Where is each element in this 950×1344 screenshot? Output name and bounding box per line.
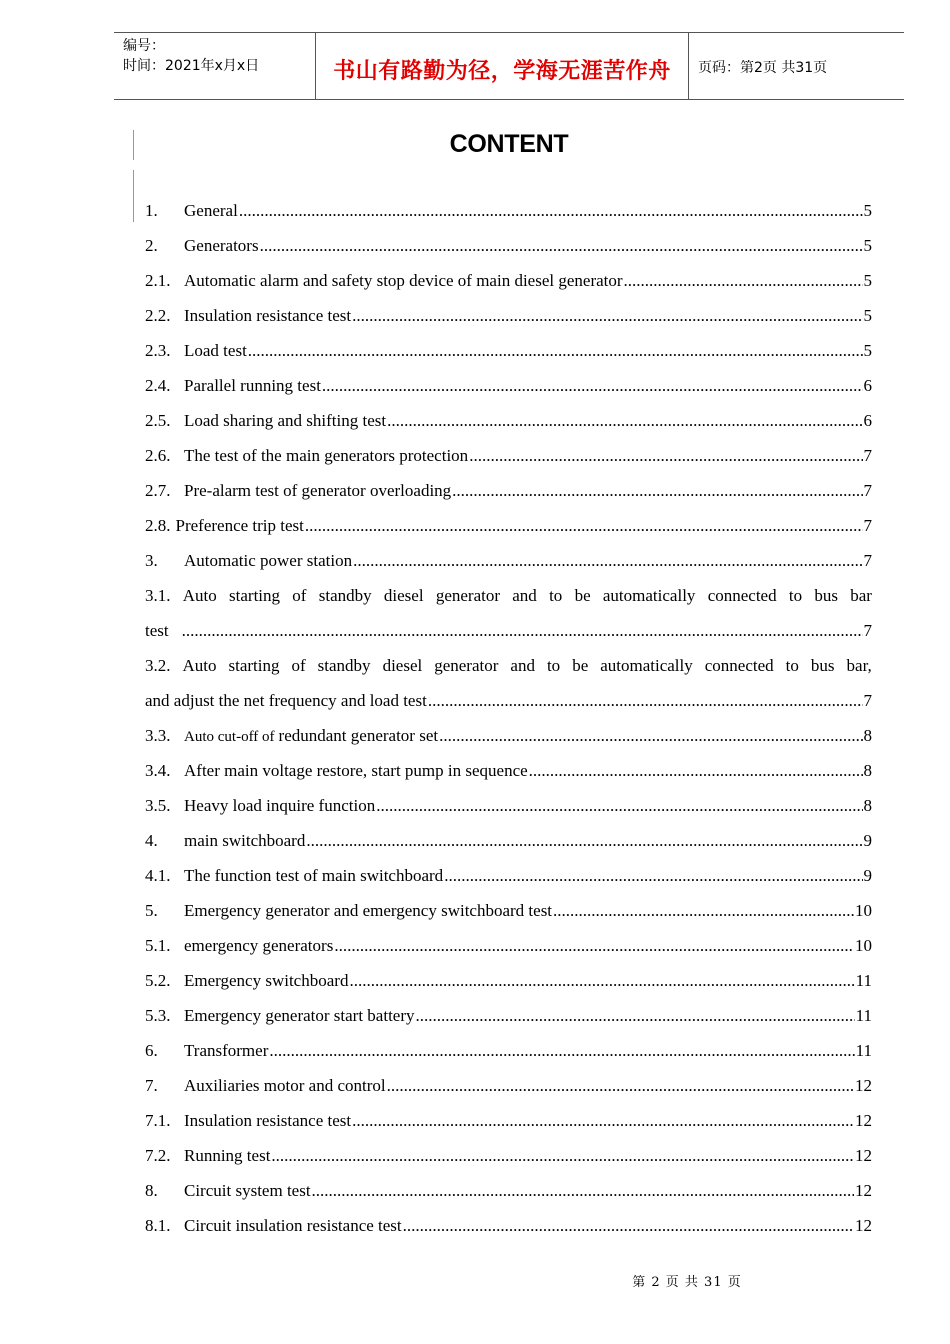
toc-entry-number: 2.3. — [145, 341, 171, 360]
toc-entry-justified — [145, 578, 872, 613]
toc-dot-leader — [416, 998, 855, 1033]
toc-page-number: 12 — [855, 1181, 872, 1200]
toc-dot-leader — [469, 438, 862, 473]
toc-page-number: 8 — [863, 761, 872, 780]
toc-entry — [145, 1208, 872, 1243]
toc-entry-label: Insulation resistance test — [184, 1111, 352, 1130]
toc-entry — [145, 893, 872, 928]
toc-word: be — [572, 656, 589, 675]
toc-word: 3.2. — [145, 656, 171, 675]
toc-word: of — [291, 656, 306, 675]
toc-dot-leader — [306, 823, 862, 858]
toc-word: and — [510, 656, 535, 675]
toc-word: generator — [435, 586, 500, 605]
toc-word: bar, — [846, 656, 872, 675]
toc-page-number: 11 — [855, 1006, 872, 1025]
toc-entry — [145, 613, 872, 648]
toc-page-number: 7 — [863, 691, 872, 710]
toc-entry — [145, 683, 872, 718]
toc-dot-leader — [403, 1208, 854, 1243]
toc-page-number: 9 — [863, 831, 872, 850]
toc-word: to — [788, 586, 803, 605]
toc-word: to — [546, 656, 561, 675]
toc-entry-number: 2.7. — [145, 481, 171, 500]
toc-entry — [145, 928, 872, 963]
toc-word: bus — [814, 586, 838, 605]
toc-word: and — [512, 586, 537, 605]
toc-entry-number: 3. — [145, 551, 158, 570]
margin-mark-bottom — [133, 170, 134, 222]
header-motto: 书山有路勤为径，学海无涯苦作舟 — [333, 57, 671, 84]
toc-entry — [145, 438, 872, 473]
header-page-cell — [689, 33, 904, 99]
toc-word: bar — [850, 586, 872, 605]
toc-word: generator — [434, 656, 499, 675]
toc-entry-number: 2.8. — [145, 516, 171, 535]
header-meta — [114, 33, 316, 99]
toc-entry-label: The test of the main generators protection — [184, 446, 469, 465]
toc-entry-number: 2.2. — [145, 306, 171, 325]
toc-entry — [145, 333, 872, 368]
toc-entry-label: Insulation resistance test — [184, 306, 352, 325]
toc-entry — [145, 263, 872, 298]
page-footer: 第 2 页 共 31 页 — [632, 1275, 742, 1290]
toc-word: diesel — [383, 586, 424, 605]
toc-entry — [145, 1173, 872, 1208]
toc-entry-label-cont: test — [145, 621, 169, 640]
toc-word: automatically — [600, 656, 693, 675]
toc-entry-number: 5. — [145, 901, 158, 920]
toc-entry — [145, 403, 872, 438]
toc-page-number: 7 — [863, 481, 872, 500]
toc-dot-leader — [428, 683, 863, 718]
toc-dot-leader — [452, 473, 862, 508]
toc-dot-leader — [322, 368, 863, 403]
toc-page-number: 6 — [863, 411, 872, 430]
toc-entry-label: Pre-alarm test of generator overloading — [184, 481, 452, 500]
header-time-label: 时间：2021年x月x日 — [123, 58, 260, 74]
toc-entry — [145, 788, 872, 823]
toc-entry — [145, 823, 872, 858]
table-of-contents — [145, 193, 872, 1243]
toc-entry — [145, 508, 872, 543]
toc-entry-label: After main voltage restore, start pump in sequence — [184, 761, 528, 780]
toc-dot-leader — [334, 928, 854, 963]
toc-page-number: 8 — [863, 726, 872, 745]
toc-word: to — [785, 656, 799, 675]
toc-page-number: 5 — [863, 271, 872, 290]
toc-entry-label-cont: and adjust the net frequency and load test — [145, 691, 427, 710]
toc-entry-number: 2.5. — [145, 411, 171, 430]
toc-page-number: 5 — [863, 236, 872, 255]
toc-page-number: 11 — [855, 971, 872, 990]
toc-word: 3.1. — [145, 586, 171, 605]
toc-entry-label: Generators — [184, 236, 259, 255]
toc-entry — [145, 858, 872, 893]
toc-entry — [145, 193, 872, 228]
toc-word: be — [574, 586, 591, 605]
toc-entry-label: Automatic alarm and safety stop device of main diesel generator — [184, 271, 623, 290]
toc-dot-leader — [387, 403, 862, 438]
toc-page-number: 12 — [855, 1076, 872, 1095]
toc-entry-label: main switchboard — [184, 831, 306, 850]
toc-entry-number: 4.1. — [145, 866, 171, 885]
toc-dot-leader — [553, 893, 854, 928]
toc-entry-label-small: Auto cut-off of — [184, 729, 275, 745]
toc-dot-leader — [182, 613, 863, 648]
toc-entry-line — [145, 648, 872, 683]
toc-word: standby — [318, 586, 372, 605]
toc-page-number: 5 — [863, 341, 872, 360]
toc-entry-number: 7. — [145, 1076, 158, 1095]
toc-dot-leader — [269, 1033, 854, 1068]
toc-entry-number: 5.3. — [145, 1006, 171, 1025]
toc-word: of — [292, 586, 307, 605]
toc-entry-number: 2. — [145, 236, 158, 255]
toc-page-number: 10 — [855, 901, 872, 920]
toc-dot-leader — [529, 753, 863, 788]
toc-page-number: 8 — [863, 796, 872, 815]
toc-entry-number: 5.1. — [145, 936, 171, 955]
toc-entry — [145, 963, 872, 998]
toc-entry — [145, 718, 872, 753]
toc-dot-leader — [239, 193, 863, 228]
toc-dot-leader — [439, 718, 862, 753]
toc-dot-leader — [260, 228, 863, 263]
toc-entry-label: Emergency switchboard — [184, 971, 349, 990]
toc-word: Auto — [182, 656, 217, 675]
toc-word: standby — [317, 656, 371, 675]
toc-entry-label: redundant generator set — [278, 726, 439, 745]
toc-entry — [145, 1033, 872, 1068]
toc-entry-label: The function test of main switchboard — [184, 866, 444, 885]
toc-dot-leader — [624, 263, 863, 298]
toc-page-number: 9 — [863, 866, 872, 885]
toc-entry — [145, 1103, 872, 1138]
toc-word: starting — [228, 656, 280, 675]
header-motto-cell — [316, 33, 689, 99]
toc-dot-leader — [312, 1173, 854, 1208]
toc-word: automatically — [602, 586, 696, 605]
toc-entry-label: Running test — [184, 1146, 271, 1165]
toc-entry-number: 6. — [145, 1041, 158, 1060]
toc-word: connected — [707, 586, 777, 605]
toc-dot-leader — [444, 858, 862, 893]
toc-dot-leader — [305, 508, 863, 543]
toc-entry — [145, 1138, 872, 1173]
toc-word: Auto — [182, 586, 217, 605]
toc-entry-number: 7.1. — [145, 1111, 171, 1130]
toc-entry-number: 2.6. — [145, 446, 171, 465]
toc-entry-label: emergency generators — [184, 936, 334, 955]
toc-entry-label: Auxiliaries motor and control — [184, 1076, 386, 1095]
toc-dot-leader — [352, 1103, 854, 1138]
toc-entry — [145, 1068, 872, 1103]
header-number-label: 编号： — [123, 38, 165, 54]
toc-word: to — [549, 586, 563, 605]
toc-page-number: 7 — [863, 446, 872, 465]
toc-page-number: 6 — [863, 376, 872, 395]
page-header — [114, 32, 904, 100]
toc-entry-number: 4. — [145, 831, 158, 850]
toc-entry-label: Parallel running test — [184, 376, 321, 395]
toc-entry-number: 3.3. — [145, 726, 171, 745]
toc-entry-number: 8. — [145, 1181, 158, 1200]
toc-page-number: 12 — [855, 1146, 872, 1165]
toc-page-number: 7 — [863, 551, 872, 570]
toc-dot-leader — [387, 1068, 854, 1103]
toc-dot-leader — [353, 543, 862, 578]
toc-entry — [145, 298, 872, 333]
toc-page-number: 12 — [855, 1216, 872, 1235]
toc-page-number: 10 — [855, 936, 872, 955]
toc-entry-label: Load test — [184, 341, 247, 360]
toc-entry-number: 2.1. — [145, 271, 171, 290]
toc-entry-number: 8.1. — [145, 1216, 171, 1235]
toc-entry-label: General — [184, 201, 238, 220]
toc-page-number: 7 — [863, 621, 872, 640]
toc-word: connected — [704, 656, 774, 675]
toc-entry — [145, 368, 872, 403]
toc-dot-leader — [349, 963, 854, 998]
toc-page-number: 5 — [863, 201, 872, 220]
toc-entry-label: Load sharing and shifting test — [184, 411, 387, 430]
toc-word: bus — [810, 656, 835, 675]
toc-entry-justified — [145, 648, 872, 683]
toc-entry-number: 5.2. — [145, 971, 171, 990]
toc-entry — [145, 753, 872, 788]
toc-entry-label: Emergency generator start battery — [184, 1006, 415, 1025]
toc-dot-leader — [271, 1138, 854, 1173]
toc-entry-label: Heavy load inquire function — [184, 796, 376, 815]
toc-entry-number: 7.2. — [145, 1146, 171, 1165]
toc-entry-label: Transformer — [184, 1041, 269, 1060]
toc-entry-number: 3.5. — [145, 796, 171, 815]
page-title: CONTENT — [449, 130, 569, 158]
toc-word: starting — [229, 586, 281, 605]
toc-entry-number: 3.4. — [145, 761, 171, 780]
toc-entry-label: Emergency generator and emergency switchboard test — [184, 901, 553, 920]
toc-entry-number: 1. — [145, 201, 158, 220]
toc-word: diesel — [382, 656, 423, 675]
toc-page-number: 11 — [855, 1041, 872, 1060]
toc-page-number: 5 — [863, 306, 872, 325]
toc-dot-leader — [376, 788, 862, 823]
toc-page-number: 12 — [855, 1111, 872, 1130]
toc-entry-line — [145, 578, 872, 613]
toc-entry-label: Circuit system test — [184, 1181, 311, 1200]
toc-dot-leader — [248, 333, 863, 368]
toc-entry — [145, 228, 872, 263]
toc-page-number: 7 — [863, 516, 872, 535]
toc-entry-label: Circuit insulation resistance test — [184, 1216, 402, 1235]
header-page-label: 页码：第2页 共31页 — [698, 60, 828, 76]
toc-dot-leader — [352, 298, 862, 333]
toc-entry — [145, 998, 872, 1033]
toc-entry-label: Preference trip test — [175, 516, 304, 535]
toc-entry — [145, 473, 872, 508]
toc-entry-number: 2.4. — [145, 376, 171, 395]
toc-entry-label: Automatic power station — [184, 551, 353, 570]
toc-entry — [145, 543, 872, 578]
